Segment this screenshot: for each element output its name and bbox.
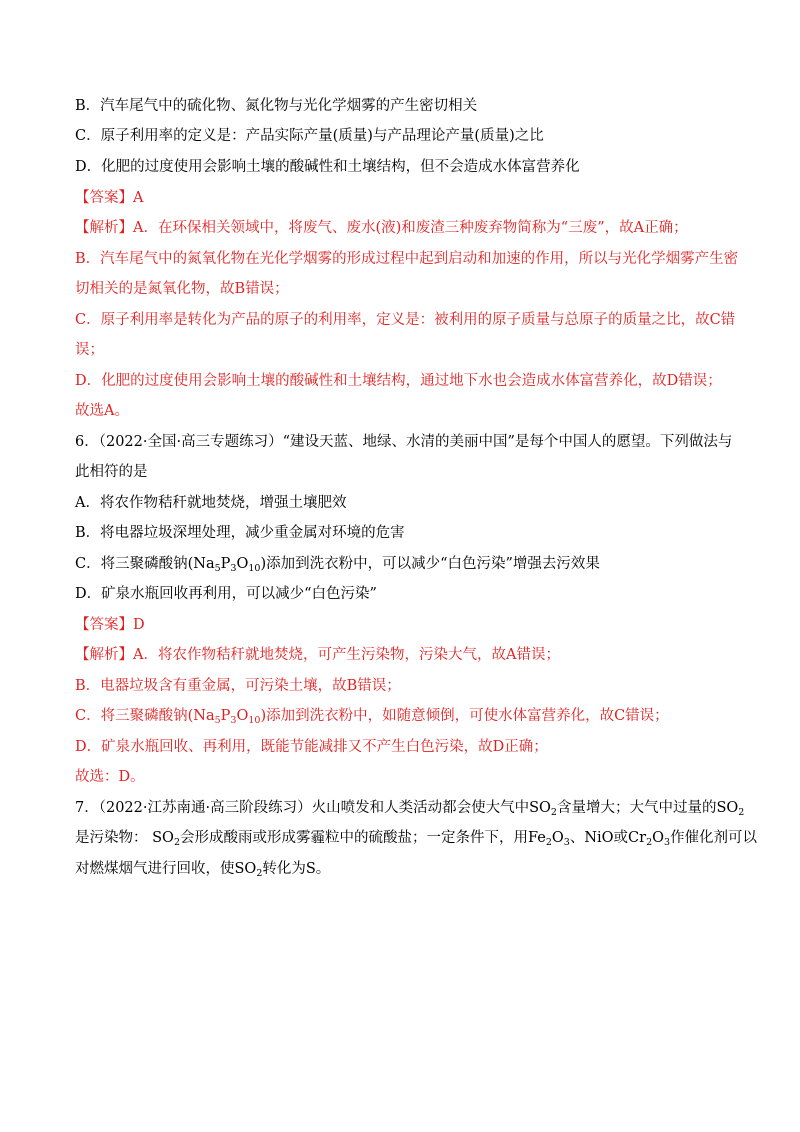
q5-analysis-line-7: 故选A。 — [75, 403, 129, 419]
q5-analysis-line-2: B．汽车尾气中的氮氧化物在光化学烟雾的形成过程中起到启动和加速的作用，所以与光化学烟雾产生密 — [75, 251, 739, 267]
q6-answer: 【答案】D — [75, 617, 145, 633]
q6-analysis-line-2: B．电器垃圾含有重金属，可污染土壤，故B错误； — [75, 678, 401, 694]
q5-analysis-line-3: 切相关的是氮氧化物，故B错误； — [75, 281, 289, 297]
q5-option-b: B．汽车尾气中的硫化物、氮化物与光化学烟雾的产生密切相关 — [75, 98, 478, 114]
q6-analysis-line-5: 故选：D。 — [75, 769, 145, 785]
q5-option-d: D．化肥的过度使用会影响土壤的酸碱性和土壤结构，但不会造成水体富营养化 — [75, 159, 580, 175]
q7-stem-line-3: 对燃煤烟气进行回收，使$SO_2$转化为S。 — [75, 861, 331, 879]
q5-analysis-line-4: C．原子利用率是转化为产品的原子的利用率，定义是：被利用的原子质量与总原子的质量之比，故C错 — [75, 312, 736, 328]
q5-analysis-line-5: 误； — [75, 342, 104, 358]
q6-analysis-line-3: C．将三聚磷酸钠$(Na_5P_3O_{10})$添加到洗衣粉中，如随意倾倒，可使水体富营养化，故C错误； — [75, 708, 669, 726]
q7-stem-line-1: 7．（2022·江苏南通·高三阶段练习）火山喷发和人类活动都会使大气中$SO_2$含量增大；大气中过量的$SO_2$ — [75, 800, 745, 818]
q5-analysis-line-1: 【解析】A．在环保相关领域中，将废气、废水(液)和废渣三种废弃物简称为“三废”，故A正确； — [75, 220, 688, 236]
q6-analysis-line-1: 【解析】A．将农作物秸秆就地焚烧，可产生污染物，污染大气，故A错误； — [75, 647, 560, 663]
q6-stem-line-1: 6．（2022·全国·高三专题练习）“建设天蓝、地绿、水清的美丽中国”是每个中国人的愿望。下列做法与 — [75, 434, 733, 450]
q6-option-a: A．将农作物秸秆就地焚烧，增强土壤肥效 — [75, 495, 347, 511]
q6-option-c: C．将三聚磷酸钠$(Na_5P_3O_{10})$添加到洗衣粉中，可以减少“白色污染”增强去污效果 — [75, 556, 600, 574]
q5-answer: 【答案】A — [75, 190, 144, 206]
q6-option-b: B．将电器垃圾深埋处理，减少重金属对环境的危害 — [75, 525, 405, 541]
q7-stem-line-2: 是污染物： $SO_2$会形成酸雨或形成雾霾粒中的硫酸盐；一定条件下，用$Fe_2O_3$、NiO或$Cr_2O_3$作催化剂可以 — [75, 830, 758, 848]
q5-analysis-line-6: D．化肥的过度使用会影响土壤的酸碱性和土壤结构，通过地下水也会造成水体富营养化，故D错误； — [75, 373, 722, 389]
q6-analysis-line-4: D．矿泉水瓶回收、再利用，既能节能减排又不产生白色污染，故D正确； — [75, 739, 548, 755]
q5-option-c: C．原子利用率的定义是：产品实际产量(质量)与产品理论产量(质量)之比 — [75, 128, 544, 144]
q6-option-d: D．矿泉水瓶回收再利用，可以减少“白色污染” — [75, 586, 377, 602]
q6-stem-line-2: 此相符的是 — [75, 464, 148, 480]
